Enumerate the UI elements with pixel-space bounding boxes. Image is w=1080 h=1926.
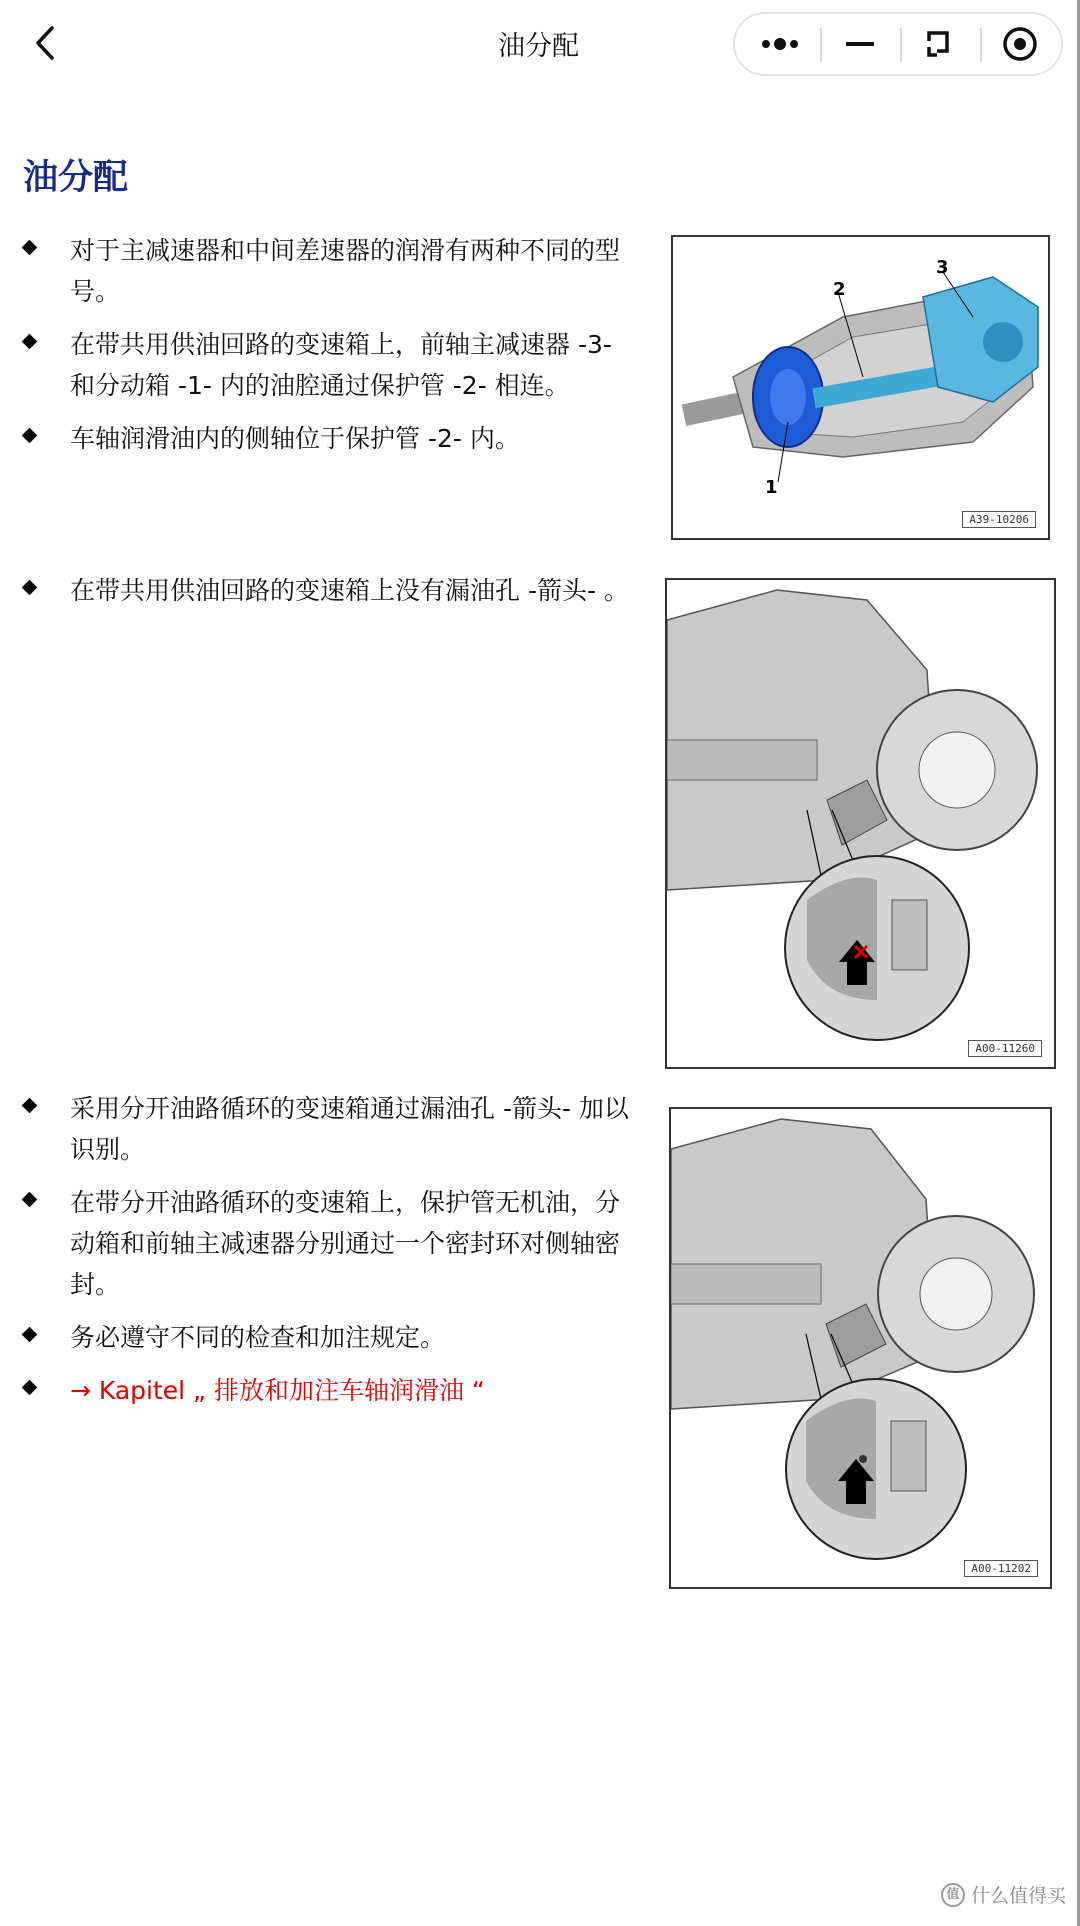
list-item: 车轴润滑油内的侧轴位于保护管 -2- 内。: [20, 418, 640, 459]
bullet-diamond-icon: [22, 428, 38, 444]
more-dots-icon: [758, 34, 802, 54]
callout-1: 1: [765, 477, 778, 498]
bullet-diamond-icon: [22, 1192, 38, 1208]
figure-label: A00-11202: [964, 1560, 1038, 1577]
capsule-divider: [980, 28, 982, 62]
nav-title: 油分配: [498, 31, 579, 62]
list-item: 在带共用供油回路的变速箱上，前轴主减速器 -3- 和分动箱 -1- 内的油腔通过保护管 -2- 相连。: [20, 324, 640, 406]
list-item: 在带共用供油回路的变速箱上没有漏油孔 -箭头- 。: [20, 570, 640, 611]
page-heading: 油分配: [23, 158, 129, 198]
float-window-icon: [923, 27, 957, 61]
bullet-diamond-icon: [22, 334, 38, 350]
list-item: 对于主减速器和中间差速器的润滑有两种不同的型号。: [20, 230, 640, 312]
list-item: [20, 1370, 640, 1411]
figure-label: A39-10206: [962, 511, 1036, 528]
figure-label: A00-11260: [968, 1040, 1042, 1057]
mini-program-capsule: [733, 12, 1063, 76]
minimize-button[interactable]: [825, 22, 895, 66]
watermark-logo-icon: 值: [941, 1883, 965, 1907]
capsule-divider: [900, 28, 902, 62]
list-item: 务必遵守不同的检查和加注规定。: [20, 1317, 640, 1358]
callout-2: 2: [833, 279, 846, 300]
list-item: 采用分开油路循环的变速箱通过漏油孔 -箭头- 加以识别。: [20, 1088, 640, 1170]
bullet-list-2: [20, 570, 640, 623]
gearbox-cutaway-illustration: [673, 237, 1048, 538]
chapter-link[interactable]: → Kapitel „ 排放和加注车轴润滑油 “: [70, 1376, 485, 1405]
bullet-diamond-icon: [22, 1327, 38, 1343]
list-item: 在带分开油路循环的变速箱上，保护管无机油，分动箱和前轴主减速器分别通过一个密封环对侧轴密封。: [20, 1182, 640, 1305]
bullet-list-3: [20, 1088, 640, 1423]
gearbox-housing-illustration: [671, 1109, 1050, 1587]
bullet-list-1: [20, 230, 640, 471]
gearbox-drain-hole-figure: [669, 1107, 1052, 1589]
more-button[interactable]: [745, 22, 815, 66]
bullet-diamond-icon: [22, 240, 38, 256]
capsule-divider: [820, 28, 822, 62]
bullet-diamond-icon: [22, 1380, 38, 1396]
gearbox-housing-illustration: [667, 580, 1054, 1067]
bullet-diamond-icon: [22, 580, 38, 596]
close-miniprogram-button[interactable]: [985, 22, 1055, 66]
float-window-button[interactable]: [905, 22, 975, 66]
bullet-diamond-icon: [22, 1098, 38, 1114]
watermark-text: 什么值得买: [970, 1885, 1066, 1907]
minus-icon: [843, 34, 877, 54]
top-nav-bar: [0, 0, 1077, 90]
target-circle-icon: [1000, 24, 1040, 64]
gearbox-diagram-figure: [671, 235, 1050, 540]
callout-3: 3: [936, 257, 949, 278]
watermark: [941, 1881, 1066, 1908]
gearbox-no-drain-figure: [665, 578, 1056, 1069]
